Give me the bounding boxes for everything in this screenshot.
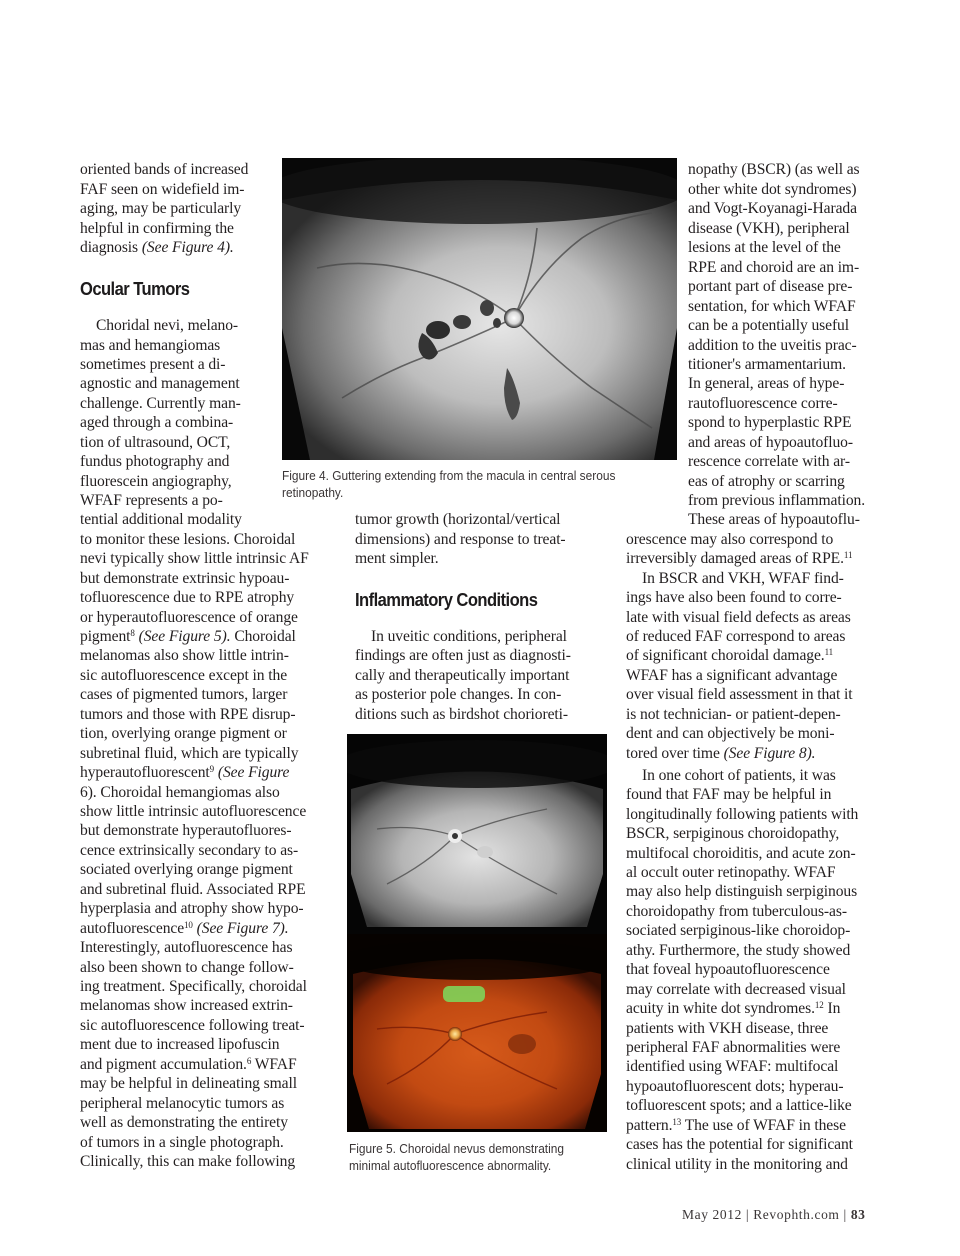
text-line: of significant choroidal damage.$^{11}$ bbox=[626, 647, 834, 664]
text-line: fluorescein angiography, bbox=[80, 473, 232, 490]
text-line: lesions at the level of the bbox=[688, 239, 841, 256]
text-line: These areas of hypoautoflu- bbox=[688, 511, 860, 528]
text-line: from previous inflammation. bbox=[688, 492, 866, 509]
text-line: oriented bands of increased bbox=[80, 161, 249, 178]
figure-4-caption-line: retinopathy. bbox=[282, 485, 344, 500]
text-line: peripheral melanocytic tumors as bbox=[80, 1095, 285, 1112]
text-line: late with visual field defects as areas bbox=[626, 609, 851, 626]
text-line: BSCR, serpiginous choroidopathy, bbox=[626, 825, 840, 842]
text-line: and pigment accumulation.$^6$ WFAF bbox=[80, 1056, 297, 1073]
text-line: acuity in white dot syndromes.$^{12}$ In bbox=[626, 1000, 841, 1017]
text-line: nevi typically show little intrinsic AF bbox=[80, 550, 309, 567]
text-line: patients with VKH disease, three bbox=[626, 1020, 829, 1037]
text-line: Choridal nevi, melano- bbox=[96, 317, 239, 334]
text-line: Clinically, this can make following bbox=[80, 1153, 296, 1170]
section-heading-ocular-tumors: Ocular Tumors bbox=[80, 279, 190, 299]
text-line: sic autofluorescence following treat- bbox=[80, 1017, 305, 1034]
text-line: tofluorescence due to RPE atrophy bbox=[80, 589, 295, 606]
text-line: addition to the uveitis prac- bbox=[688, 337, 857, 354]
figure-5-caption-line: Figure 5. Choroidal nevus demonstrating bbox=[349, 1141, 565, 1156]
text-line: but demonstrate hyperautofluores- bbox=[80, 822, 292, 839]
text-line: disease (VKH), peripheral bbox=[688, 220, 850, 237]
text-line: dimensions) and response to treat- bbox=[355, 531, 566, 548]
text-line: In uveitic conditions, peripheral bbox=[371, 628, 567, 645]
text-line: show little intrinsic autofluorescence bbox=[80, 803, 307, 820]
text-line: dent and can objectively be moni- bbox=[626, 725, 835, 742]
fundus-autofluorescence-photo bbox=[282, 158, 677, 460]
text-line: hyperautofluorescent$^9$ (See Figure bbox=[80, 764, 290, 781]
text-line: tential additional modality bbox=[80, 511, 242, 528]
text-line: In one cohort of patients, it was bbox=[642, 767, 836, 784]
text-line: as posterior pole changes. In con- bbox=[355, 686, 562, 703]
text-line: longitudinally following patients with bbox=[626, 806, 859, 823]
footer-site: Revophth.com bbox=[753, 1207, 840, 1222]
text-line: tion of ultrasound, OCT, bbox=[80, 434, 231, 451]
text-line: found that FAF may be helpful in bbox=[626, 786, 832, 803]
text-line: findings are often just as diagnosti- bbox=[355, 647, 571, 664]
text-line: cases of pigmented tumors, larger bbox=[80, 686, 288, 703]
text-line: WFAF represents a po- bbox=[80, 492, 223, 509]
text-line: sentation, for which WFAF bbox=[688, 298, 856, 315]
text-line: melanomas also show little intrin- bbox=[80, 647, 289, 664]
footer-separator: | bbox=[745, 1207, 750, 1222]
figure-4-caption-line: Figure 4. Guttering extending from the macula in central serous bbox=[282, 468, 616, 483]
text-line: over visual field assessment in that it bbox=[626, 686, 853, 703]
text-line: ment due to increased lipofuscin bbox=[80, 1036, 280, 1053]
page-number: 83 bbox=[850, 1207, 866, 1222]
text-line: sociated serpiginous-like choroidop- bbox=[626, 922, 851, 939]
text-line: aged through a combina- bbox=[80, 414, 234, 431]
text-line: can be a potentially useful bbox=[688, 317, 849, 334]
text-line: tion, overlying orange pigment or bbox=[80, 725, 287, 742]
text-line: may correlate with decreased visual bbox=[626, 981, 846, 998]
text-line: fundus photography and bbox=[80, 453, 230, 470]
text-line: nopathy (BSCR) (as well as bbox=[688, 161, 860, 178]
text-line: but demonstrate extrinsic hypoau- bbox=[80, 570, 290, 587]
text-line: Interestingly, autofluorescence has bbox=[80, 939, 293, 956]
text-line: tored over time (See Figure 8). bbox=[626, 745, 816, 762]
text-line: portant part of disease pre- bbox=[688, 278, 853, 295]
text-line: ditions such as birdshot chorioreti- bbox=[355, 706, 568, 723]
text-line: rescence correlate with ar- bbox=[688, 453, 850, 470]
page-footer bbox=[682, 1207, 866, 1223]
text-line: may be helpful in delineating small bbox=[80, 1075, 297, 1092]
text-line: clinical utility in the monitoring and bbox=[626, 1156, 848, 1173]
text-line: and subretinal fluid. Associated RPE bbox=[80, 881, 306, 898]
text-line: of tumors in a single photograph. bbox=[80, 1134, 284, 1151]
text-line: al occult outer retinopathy. WFAF bbox=[626, 864, 836, 881]
figure-5-caption-line: minimal autofluorescence abnormality. bbox=[349, 1158, 552, 1173]
text-line: In BSCR and VKH, WFAF find- bbox=[642, 570, 844, 587]
text-line: subretinal fluid, which are typically bbox=[80, 745, 299, 762]
text-line: athy. Furthermore, the study showed bbox=[626, 942, 851, 959]
text-line: helpful in confirming the bbox=[80, 220, 234, 237]
footer-date: May 2012 bbox=[682, 1207, 742, 1222]
text-line: 6). Choroidal hemangiomas also bbox=[80, 784, 280, 801]
text-line: may also help distinguish serpiginous bbox=[626, 883, 858, 900]
text-line: to monitor these lesions. Choroidal bbox=[80, 531, 296, 548]
text-line: or hyperautofluorescence of orange bbox=[80, 609, 298, 626]
text-line: sometimes present a di- bbox=[80, 356, 226, 373]
text-line: peripheral FAF abnormalities were bbox=[626, 1039, 841, 1056]
text-line: hypoautofluorescent dots; hyperau- bbox=[626, 1078, 844, 1095]
text-line: tofluorescent spots; and a lattice-like bbox=[626, 1097, 852, 1114]
text-line: sociated overlying orange pigment bbox=[80, 861, 293, 878]
text-line: pattern.$^{13}$ The use of WFAF in these bbox=[626, 1117, 846, 1134]
text-line: titioner's armamentarium. bbox=[688, 356, 846, 373]
text-line: is not technician- or patient-depen- bbox=[626, 706, 841, 723]
text-line: In general, areas of hype- bbox=[688, 375, 845, 392]
text-line: aging, may be particularly bbox=[80, 200, 242, 217]
footer-separator: | bbox=[843, 1207, 847, 1222]
choroidal-nevus-photos bbox=[347, 734, 607, 1132]
text-line: mas and hemangiomas bbox=[80, 337, 221, 354]
text-line: rautofluorescence corre- bbox=[688, 395, 838, 412]
figure-4-image bbox=[282, 158, 677, 460]
text-line: cally and therapeutically important bbox=[355, 667, 570, 684]
text-line: and Vogt-Koyanagi-Harada bbox=[688, 200, 857, 217]
text-line: pigment$^8$ (See Figure 5). Choroidal bbox=[80, 628, 296, 645]
text-line: cases has the potential for significant bbox=[626, 1136, 853, 1153]
text-line: eas of atrophy or scarring bbox=[688, 473, 845, 490]
text-line: ment simpler. bbox=[355, 550, 439, 567]
text-line: autofluorescence$^{10}$ (See Figure 7). bbox=[80, 920, 289, 937]
text-line: FAF seen on widefield im- bbox=[80, 181, 245, 198]
text-line: of reduced FAF correspond to areas bbox=[626, 628, 846, 645]
text-line: hyperplasia and atrophy show hypo- bbox=[80, 900, 304, 917]
text-line: tumors and those with RPE disrup- bbox=[80, 706, 296, 723]
text-line: ing treatment. Specifically, choroidal bbox=[80, 978, 307, 995]
figure-5-image bbox=[347, 734, 607, 1132]
text-line: and areas of hypoautofluo- bbox=[688, 434, 853, 451]
text-line: well as demonstrating the entirety bbox=[80, 1114, 288, 1131]
text-line: tumor growth (horizontal/vertical bbox=[355, 511, 561, 528]
text-line: orescence may also correspond to bbox=[626, 531, 834, 548]
text-line: challenge. Currently man- bbox=[80, 395, 241, 412]
text-line: multifocal choroiditis, and acute zon- bbox=[626, 845, 856, 862]
text-line: also been shown to change follow- bbox=[80, 959, 294, 976]
text-line: irreversibly damaged areas of RPE.$^{11}$ bbox=[626, 550, 853, 567]
text-line: RPE and choroid are an im- bbox=[688, 259, 860, 276]
text-line: WFAF has a significant advantage bbox=[626, 667, 838, 684]
text-line: spond to hyperplastic RPE bbox=[688, 414, 852, 431]
text-line: sic autofluorescence except in the bbox=[80, 667, 288, 684]
text-line: cence extrinsically secondary to as- bbox=[80, 842, 299, 859]
text-line: identified using WFAF: multifocal bbox=[626, 1058, 839, 1075]
text-line: diagnosis (See Figure 4). bbox=[80, 239, 234, 256]
text-line: other white dot syndromes) bbox=[688, 181, 857, 198]
text-line: agnostic and management bbox=[80, 375, 240, 392]
text-line: that foveal hypoautofluorescence bbox=[626, 961, 830, 978]
text-line: choroidopathy from tuberculous-as- bbox=[626, 903, 847, 920]
text-line: ings have also been found to corre- bbox=[626, 589, 842, 606]
text-line: melanomas show increased extrin- bbox=[80, 997, 293, 1014]
section-heading-inflammatory-conditions: Inflammatory Conditions bbox=[355, 590, 538, 610]
